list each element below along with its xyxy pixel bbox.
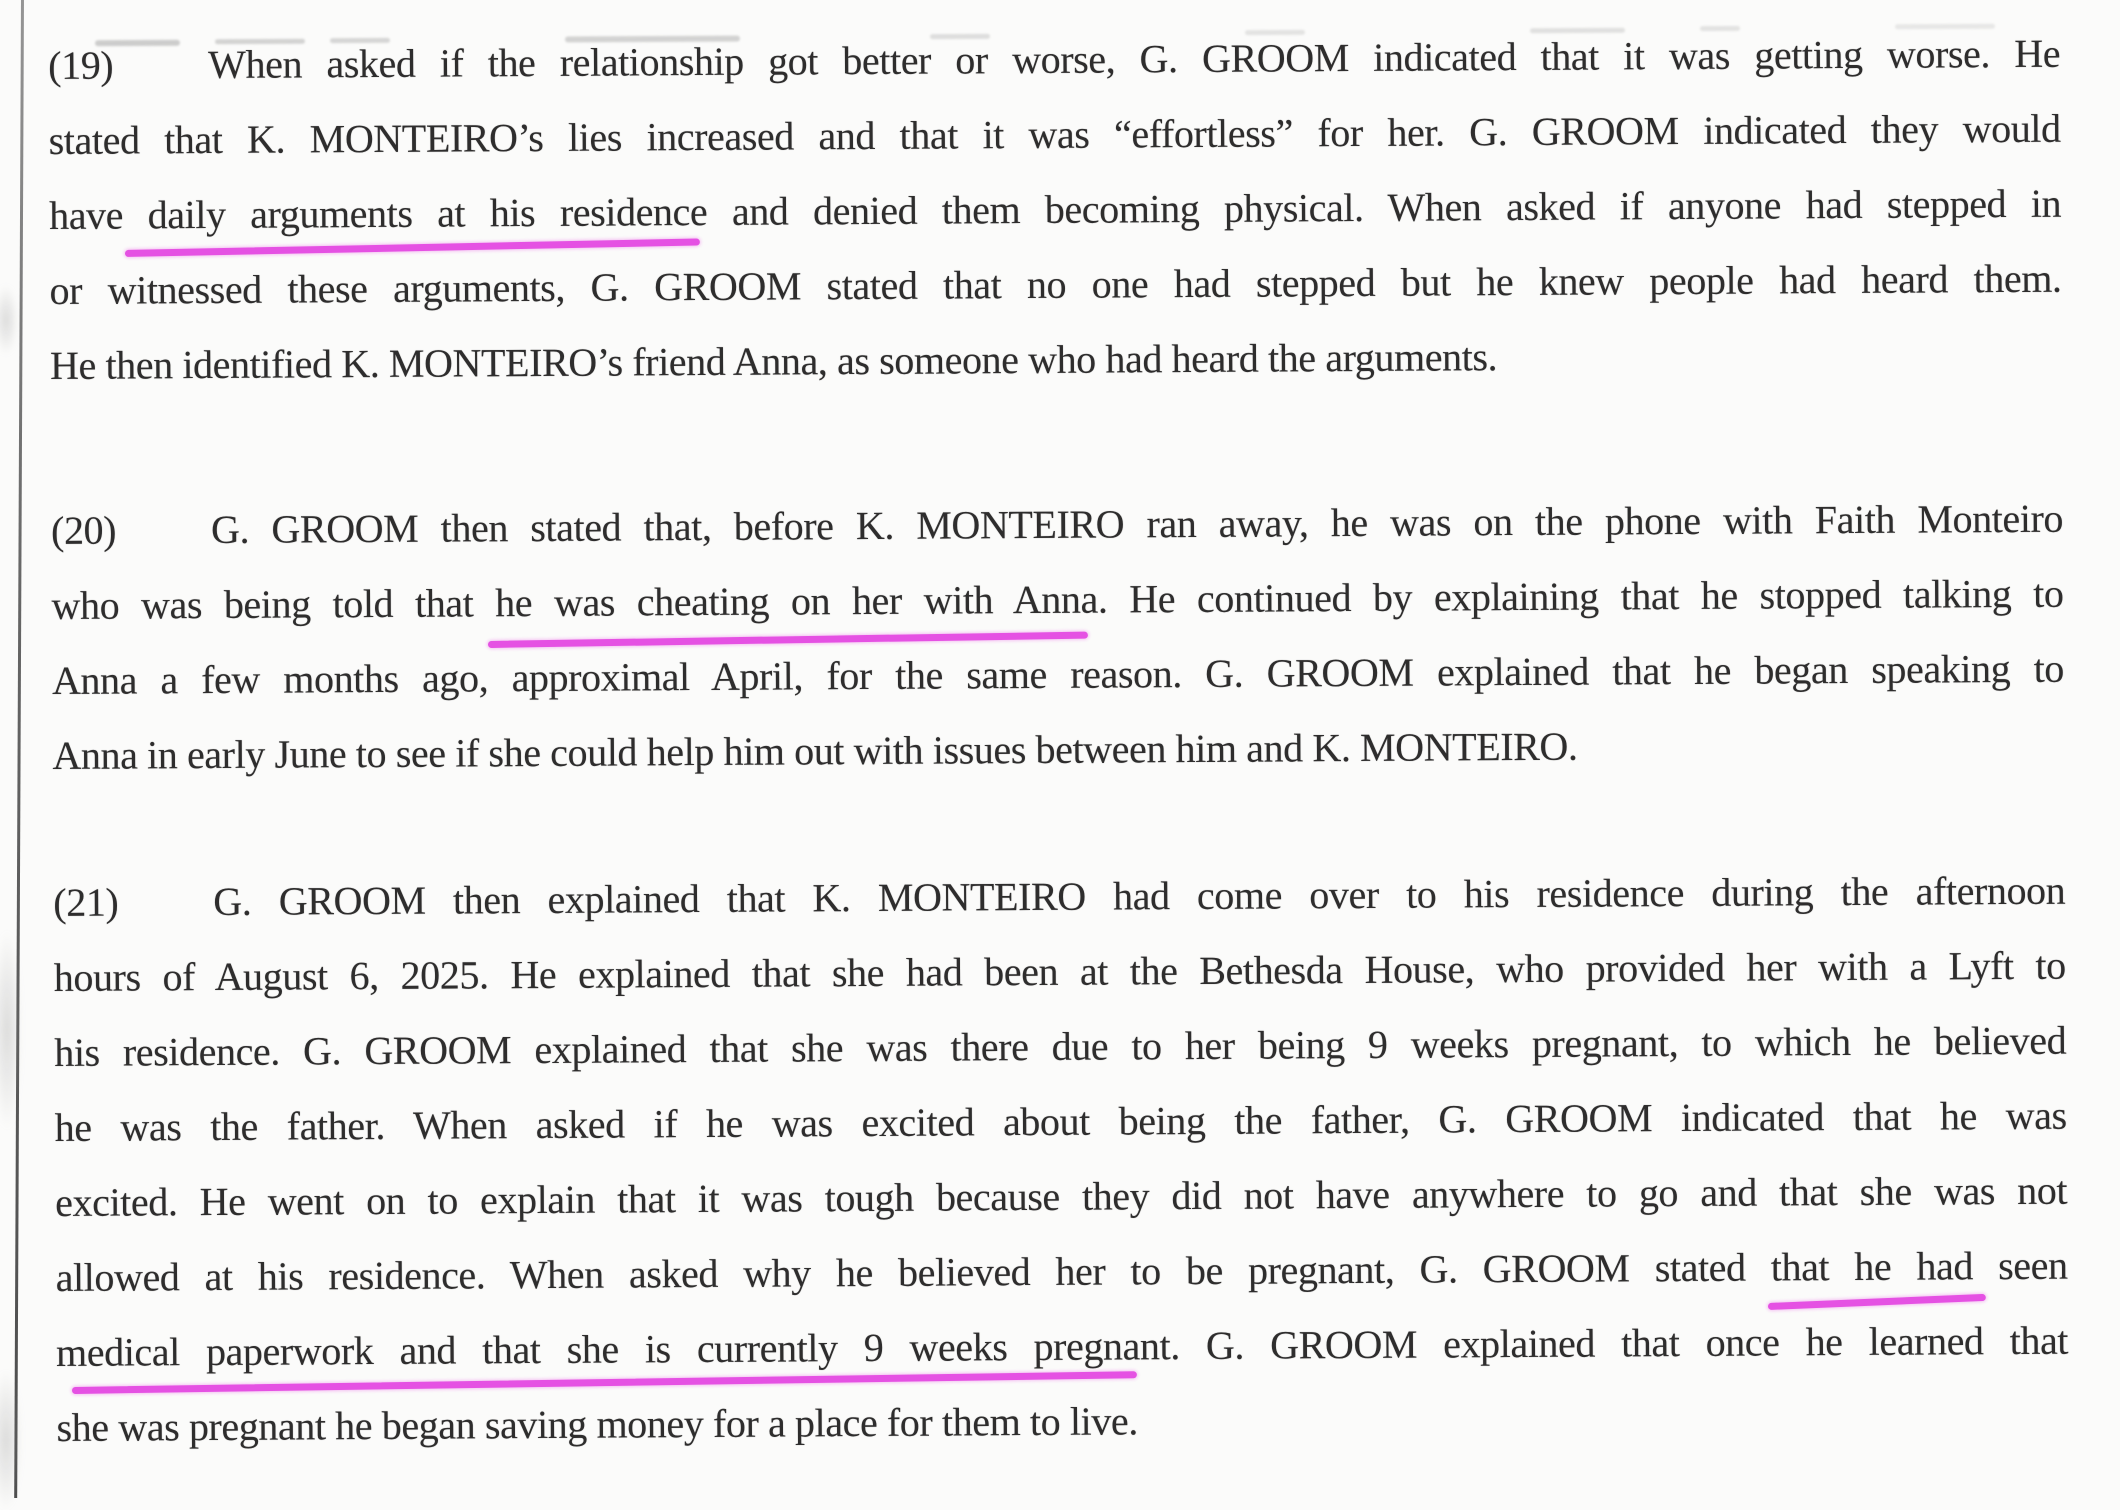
paragraph-number: (19) [48,42,114,88]
paragraph-number: (20) [50,507,117,553]
report-line: have daily arguments at his residence and denied them becoming physical. When asked if anyone had stepped in [49,180,2062,238]
report-line: allowed at his residence. When asked why he believed her to be pregnant, G. GROOM stated that he had seen [55,1242,2068,1300]
report-line: he was the father. When asked if he was excited about being the father, G. GROOM indicated that he was [54,1092,2067,1150]
paragraph-19 [48,16,2062,403]
report-line-text: When asked if the relationship got better or worse, G. GROOM indicated that it was getting worse. He [208,30,2061,88]
report-line [51,481,2063,568]
report-line-text: G. GROOM then explained that K. MONTEIRO had come over to his residence during the afternoon [213,867,2066,925]
report-line: He then identified K. MONTEIRO’s friend Anna, as someone who had heard the arguments. [49,334,1498,388]
report-line [53,853,2065,940]
report-text-block [48,16,2069,1465]
report-line: his residence. G. GROOM explained that she was there due to her being 9 weeks pregnant, to which he believed [54,1017,2067,1075]
report-line: Anna a few months ago, approximal April, for the same reason. G. GROOM explained that he began speaking to [51,645,2065,703]
report-line: medical paperwork and that she is currently 9 weeks pregnant. G. GROOM explained that once he learned that [55,1317,2069,1375]
report-line [48,16,2060,103]
report-line: stated that K. MONTEIRO’s lies increased and that it was “effortless” for her. G. GROOM indicated they would [48,105,2061,163]
scan-artifact [0,285,18,355]
report-line: she was pregnant he began saving money for a place for them to live. [56,1398,1138,1450]
scan-artifact [0,930,22,1130]
report-line: Anna in early June to see if she could help him out with issues between him and K. MONTEIRO. [52,723,1578,778]
report-line: or witnessed these arguments, G. GROOM stated that no one had stepped but he knew people had heard them. [49,255,2062,313]
report-line: hours of August 6, 2025. He explained that she had been at the Bethesda House, who provided her with a Lyft to [53,942,2066,1000]
report-line: excited. He went on to explain that it was tough because they did not have anywhere to go and that she was not [55,1167,2068,1225]
report-line-text: G. GROOM then stated that, before K. MONTEIRO ran away, he was on the phone with Faith Monteiro [210,495,2064,553]
report-line: who was being told that he was cheating on her with Anna. He continued by explaining that he stopped talking to [51,570,2064,628]
page-edge-scan-line [14,0,23,1498]
scan-artifact [0,1370,22,1510]
paragraph-number: (21) [53,879,119,925]
